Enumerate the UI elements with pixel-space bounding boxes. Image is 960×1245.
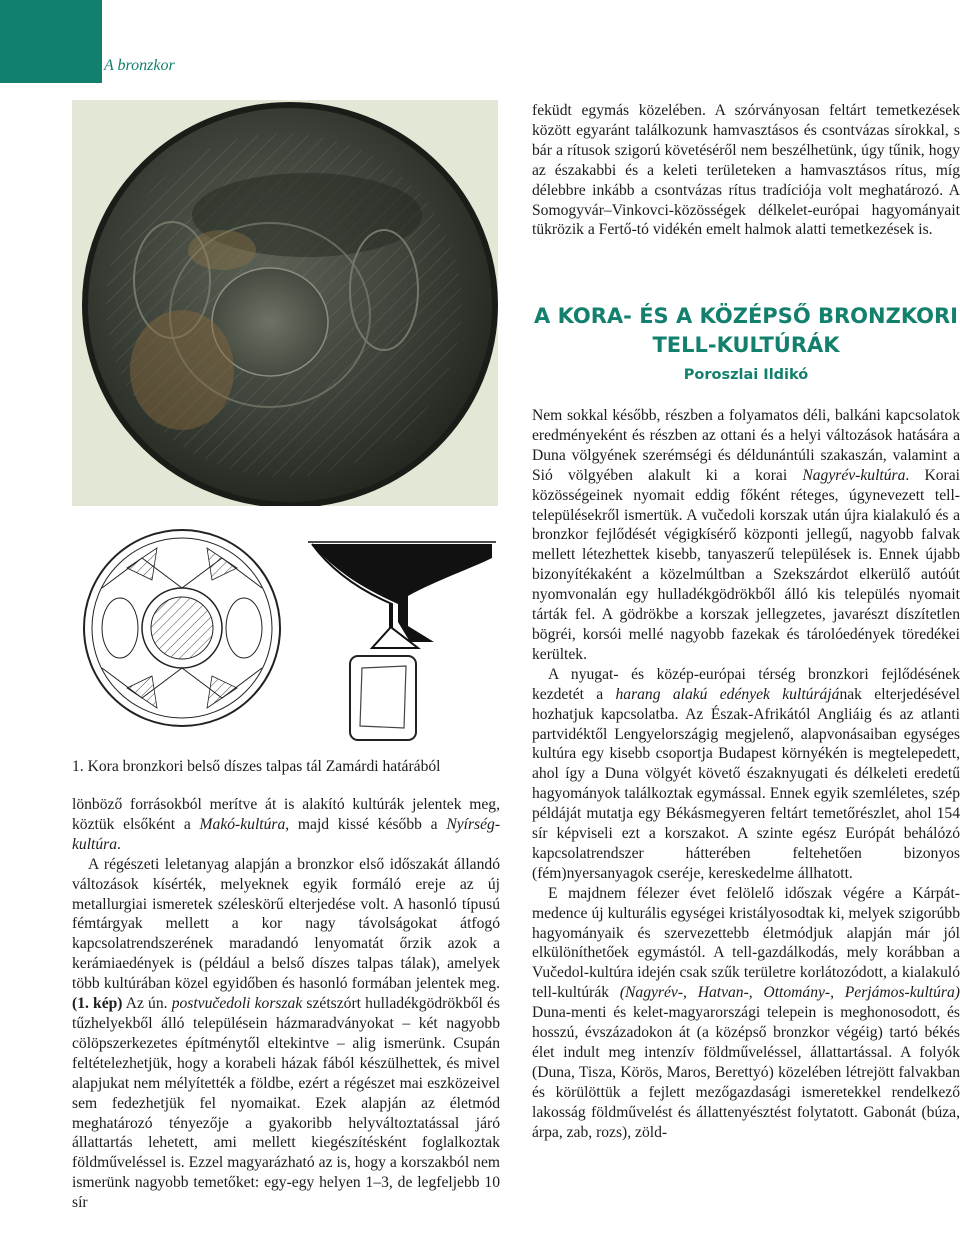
article-paragraph-1: Nem sokkal később, részben a folyamatos déli, balkáni kapcsolatok eredményeként és részben az ottani és a helyi változások hatására a Duna völgyének szerémségi és déldunántúli szakaszán, valamint a Sió völgyében alakult ki a korai Nagyrév-kultúra. Korai közösségeinek nyomait eddig főként réteges, úgynevezett tell-településekről ismertük. A vučedoli korszak után újra kialakuló és a bronzkor fejlődését végigkísérő központi jellegű, nagyobb falvak mellett létezhettek kisebb, tanyaszerű települések is. Ennek újabb bizonyítékaként a közelmúltban a Szekszárdot elkerülő autóút nyomvonalán egy hulladékgödrökből álló kis település nyomait tárták fel. A gödrökbe a korszak jellegzetes, javarészt díszítetlen bögréi, korsói mellé nagyobb fazekak és tárolóedények töredékei kerültek.: [532, 407, 960, 663]
section-title: A bronzkor: [104, 57, 175, 74]
right-column-continuation: [532, 101, 960, 240]
figure-caption: 1. Kora bronzkori belső díszes talpas tál Zamárdi határából: [72, 758, 441, 775]
article-author: Poroszlai Ildikó: [683, 367, 809, 383]
article-paragraph-3: E majdnem félezer évet felölelő időszak végére a Kárpát-medence új kulturális egységei kristályosodtak ki, melyek szigorúbb hagyományaik és szervezettebb életmódjuk alapján már jól elkülöníthetőek egymástól. A tell-gazdálkodás, mely korábban a Vučedol-kultúra idején csak szűk területre korlátozódott, a kialakuló tell-kultúrák (Nagyrév-, Hatvan-, Ottomány-, Perjámos-kultúra) Duna-menti és kelet-magyarországi telepein is meghonosodott, és hosszú, évszázadokon át (a középső bronzkor végéig) tartó békés élet indult meg intenzív földműveléssel, állattartással. A folyók (Duna, Tisza, Körös, Maros, Berettyó) közelében létrejött falvakban és körülöttük a fejlett mezőgazdasági ismeretekkel rendelkező lakosság földművelést és állattenyésztést folytatott. Gabonát (búza, árpa, zab, rozs), zöld-: [532, 884, 960, 1141]
left-paragraph-2: A régészeti leletanyag alapján a bronzkor első időszakát állandó változások kísérték, melyeknek egyik formáló ereje az új metallurgiai ismeretek széleskörű elterjedése volt. A hasonló típusú fémtárgyak mellett a kor nagy távolságokat átfogó kapcsolatrendszerének maradandó lenyomatát őrzik azok a kerámiaedények is (például a belső díszes talpas tálak), amelyek több kultúrában közel egyidőben és hasonló formában jelentek meg. (1. kép) Az ún. postvučedoli korszak szétszórt hulladékgödrökből és tűzhelyekből álló településein házmaradványokat – két nagyobb cölöpszerkezetes építménytől eltekintve – alig ismerünk. Csupán feltételezhetjük, hogy a korabeli házak fából készülhettek, és mivel alapjukat nem mélyítették a földbe, ezért a régészet mai eszközeivel sem fedezhetjük fel nyomaikat. Ezek alapján az életmód meghatározó tényezője a gyakoribb helyváltoztatással járó állattartás lehetett, ami mellett kiegészítésként foglalkoztak földműveléssel is. Ezzel magyarázható az is, hogy a korszakból nem ismerünk nagyobb temetőket: egy-egy helyen 1–3, de legfeljebb 10 sír: [72, 855, 501, 1212]
running-head: [72, 57, 175, 75]
article-paragraph-2: A nyugat- és közép-európai térség bronzkori fejlődésének kezdetét a harang alakú edények kultúrájának elterjedésével hozhatjuk kapcsolatba. Az Észak-Afrikától Angliáig és az atlanti partvidéktől Lengyelországig megjelenő, alapvonásaiban egységes kultúra egy kisebb csoportja Budapest környékén is megtelepedett, ahol így a Duna völgyét követő északnyugati és délkeleti eredetű hagyományok találkoztak egymással. Ennek egyik szemléletes, szép példáját mutatja egy Békásmegyeren feltárt temetőrészlet, ahol 154 sír képviseli ezt a korszakot. A szinte egész Európát behálózó kapcsolatrendszer hátterében feltehetően bizonyos (fém)nyersanyagok cseréje, kereskedelme állhatott.: [532, 665, 960, 882]
left-paragraph-1: lönböző forrásokból merítve át is alakító kultúrák jelentek meg, köztük elsőként a Makó-kultúra, majd kissé később a Nyírség-kultúra.: [72, 796, 501, 853]
right-column-text: [532, 406, 960, 1143]
page-number: 142: [72, 57, 96, 74]
bowl-photo: [72, 100, 498, 506]
left-column-text: [72, 795, 500, 1213]
figure-reference: (1. kép): [72, 995, 123, 1013]
continued-paragraph: feküdt egymás közelében. A szórványosan feltárt temetkezések között egyaránt találkozunk hamvasztásos és csontvázas sírokkal, s bár a rítusok szigorú követéséről nem beszélhetünk, úgy tűnik, hogy az északabbi és a keleti területeken a hamvasztásos rítus, míg délebbre inkább a csontvázas rítus tradíciója volt meghatározó. A Somogyvár–Vinkovci-közösségek délkelet-európai hagyományait tükrözik a Fertő-tó vidékén emelt halmok alatti temetkezések is.: [532, 102, 960, 239]
bowl-drawing: [72, 518, 498, 746]
article-title: A KORA- ÉS A KÖZÉPSŐ BRONZKORI TELL-KULTÚRÁK: [534, 304, 958, 357]
